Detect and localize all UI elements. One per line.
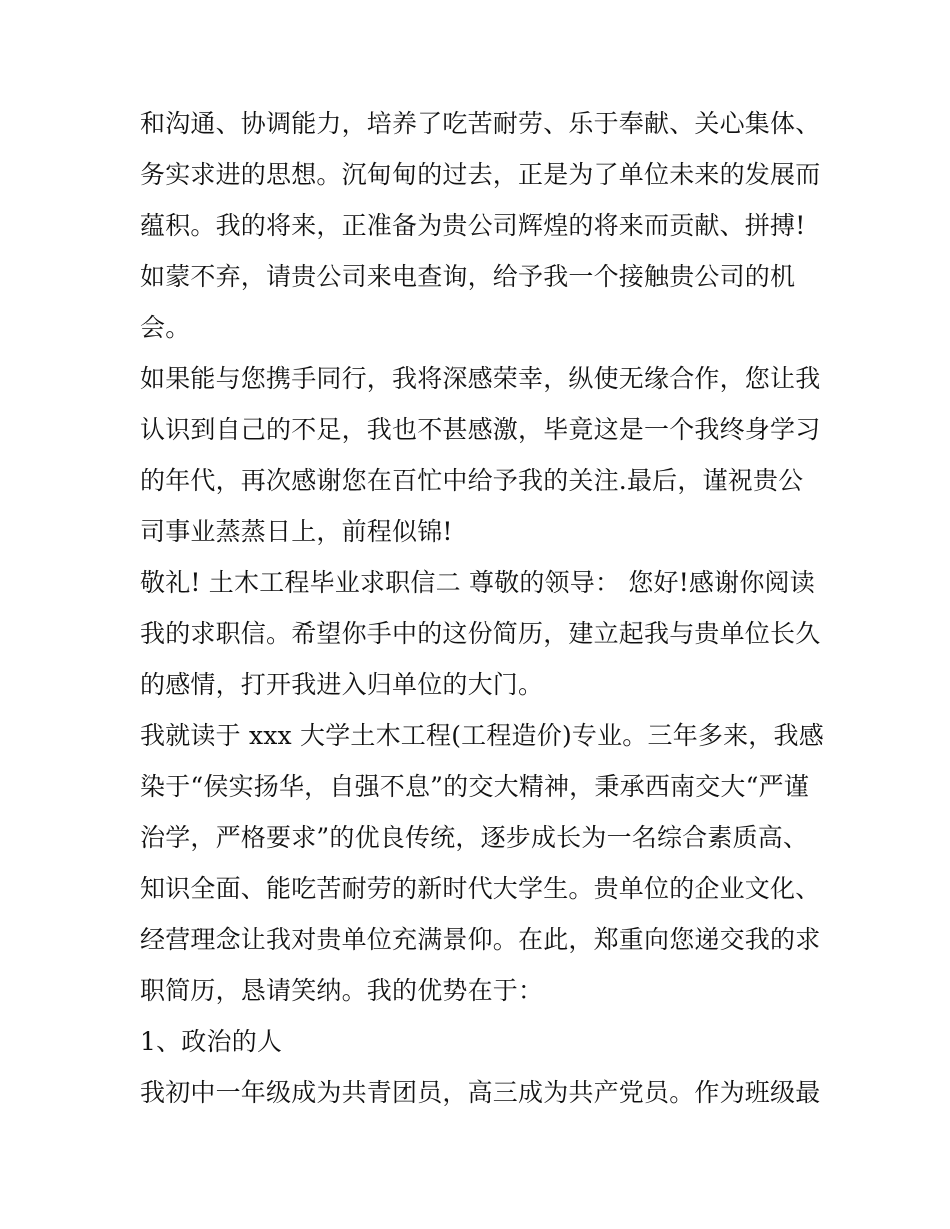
text-line: 经营理念让我对贵单位充满景仰。在此，郑重向您递交我的求 [140, 925, 821, 954]
text-line: 我初中一年级成为共青团员，高三成为共产党员。作为班级最 [140, 1078, 821, 1107]
text-line: 知识全面、能吃苦耐劳的新时代大学生。贵单位的企业文化、 [140, 874, 821, 903]
text-line: 职简历，恳请笑纳。我的优势在于： [140, 976, 544, 1005]
text-line: 我的求职信。希望你手中的这份简历，建立起我与贵单位长久 [140, 619, 821, 648]
text-line: 会。 [140, 313, 191, 342]
text-line: 的年代，再次感谢您在百忙中给予我的关注.最后，谨祝贵公 [140, 466, 804, 495]
text-line: 和沟通、协调能力，培养了吃苦耐劳、乐于奉献、关心集体、 [140, 109, 821, 138]
text-line: 认识到自己的不足，我也不甚感激，毕竟这是一个我终身学习 [140, 415, 821, 444]
text-line: 司事业蒸蒸日上，前程似锦! [140, 517, 453, 546]
text-line: 如蒙不弃，请贵公司来电查询，给予我一个接触贵公司的机 [140, 262, 796, 291]
text-line: 务实求进的思想。沉甸甸的过去，正是为了单位未来的发展而 [140, 160, 821, 189]
text-line: 的感情，打开我进入归单位的大门。 [140, 670, 544, 699]
text-line: 我就读于 xxx 大学土木工程(工程造价)专业。三年多来，我感 [140, 721, 824, 750]
text-line: 如果能与您携手同行，我将深感荣幸，纵使无缘合作，您让我 [140, 364, 821, 393]
text-line: 治学，严格要求”的优良传统，逐步成长为一名综合素质高、 [140, 823, 809, 852]
text-line: 染于“侯实扬华，自强不息”的交大精神，秉承西南交大“严谨 [140, 772, 809, 801]
text-line: 敬礼! 土木工程毕业求职信二 尊敬的领导： 您好!感谢你阅读 [140, 568, 815, 597]
text-line: 1、政治的人 [140, 1027, 283, 1056]
document-body [140, 98, 824, 1118]
text-line: 蕴积。我的将来，正准备为贵公司辉煌的将来而贡献、拼搏! [140, 211, 806, 240]
